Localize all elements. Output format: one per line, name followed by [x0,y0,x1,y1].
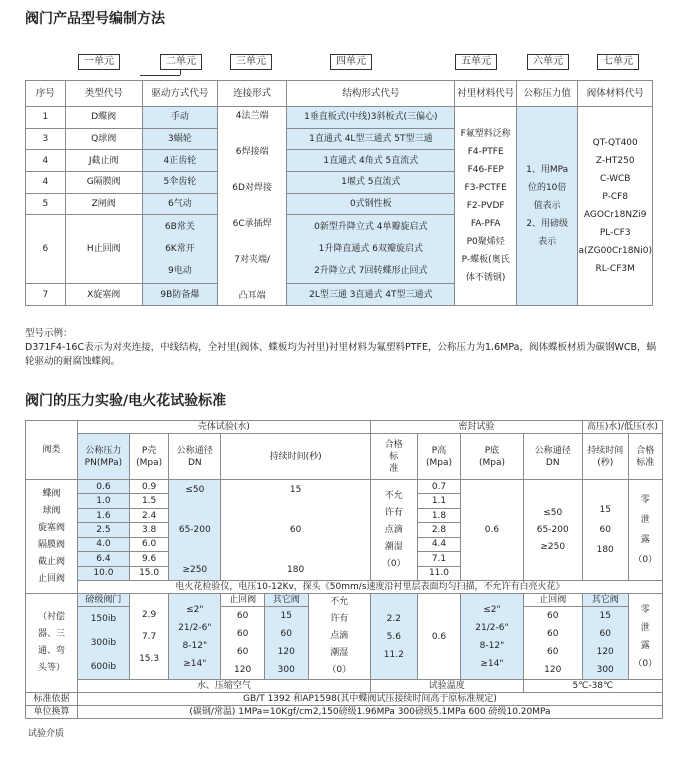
phigh-value: 7.1 [417,552,461,566]
pshell-value: 1.5 [129,494,168,508]
standard-header [370,434,417,480]
row-no: 7 [26,284,66,306]
dur-shell-item: 15 [289,485,302,495]
structure-item: 1升降直通式 6双瓣旋启式 [318,244,423,255]
lb-other: 120 [596,647,614,657]
row-drive: 5伞齿轮 [142,171,217,193]
header-connection: 连接形式 [217,81,286,107]
valve-type: 旋塞阀 [37,522,65,533]
row-drive: 3蜗轮 [142,128,217,150]
row-no: 3 [26,128,66,150]
nonleak-line: 许有 [384,507,403,518]
test-temp-label: 试验温度 [370,680,523,693]
nonleak-line: 不允 [330,597,349,607]
model-code-table [25,80,653,306]
dur-seal-item: 180 [596,545,614,555]
pshell-value: 15.0 [129,566,168,580]
pn-value: 1.0 [77,494,129,508]
pn-header-line: PN(MPa) [84,457,123,468]
duration2-header: 持续时间(秒) [582,434,628,480]
header-structure: 结构形式代号 [287,81,455,107]
lb-class: 150ib [90,614,117,624]
lb-check: 120 [544,665,562,675]
check-valve-header: 止回阀 [523,594,582,607]
valve-type: 止回阀 [37,573,65,584]
hl-test-header: 高压)水)/低压(水) [582,421,662,434]
plow-header-line: P底 [484,445,500,456]
lb-other: 120 [277,647,295,657]
row-structure [287,215,455,284]
lb-check: 120 [234,665,252,675]
zero-leak-line: 泄 [640,515,650,525]
lb-dn: 21/2-6" [475,622,509,633]
unit-1: 一单元 [78,54,120,70]
lining-item: F氟塑料泛称 [460,129,511,139]
row-no: 4 [26,150,66,172]
unit-5: 五单元 [455,54,497,70]
header-drive: 驱动方式代号 [142,81,217,107]
drive-item: 9电动 [168,266,192,277]
model-example [25,327,665,369]
drive-item: 6B常关 [164,222,195,233]
row-type: D蝶阀 [65,107,142,129]
zero-leak-line: 零 [640,495,650,505]
std2-header-line: 标准 [636,457,655,468]
valve-type: 截止阀 [37,556,65,567]
header-pressure: 公称压力值 [516,81,577,107]
std-header-line: 准 [389,463,399,474]
pshell-header [129,434,168,480]
header-no: 序号 [26,81,66,107]
std-header-line: 合格 [384,439,403,450]
nonleak-cell [370,480,417,581]
row-structure: 1堰式 5直流式 [287,171,455,193]
row-type: Q球阀 [65,128,142,150]
lb-pshell-cell [129,594,168,680]
unit-3: 三单元 [230,54,272,70]
lb-dn: ≥14" [183,658,207,669]
lb-check2-cell [523,607,582,680]
row-drive: 9B防备爆 [142,284,217,306]
pn-value: 2.5 [77,523,129,537]
nonleak-line: （0） [327,665,352,675]
lb-other: 60 [280,629,292,639]
header-body: 阀体材料代号 [578,81,653,107]
row-structure: 1直通式 4L型三通式 5T型三通 [287,128,455,150]
lb-other: 15 [280,611,292,621]
dur-seal-item: 60 [599,525,611,535]
foot-label-medium: 试验介质 [28,729,65,739]
plow-value: 0.6 [461,480,523,581]
pshell-value: 2.4 [129,508,168,522]
lb-check-cell [221,607,265,680]
row-structure: 2L型三通 3直通式 4T型三通式 [287,284,455,306]
pshell-header-line: P壳 [141,445,157,456]
pn-value: 6.4 [77,552,129,566]
pn-value: 10.0 [77,566,129,580]
unit-connector [140,75,180,76]
phigh-value: 0.7 [417,480,461,494]
lb-dn: 8-12" [182,640,208,651]
pn-header-line: 公称压力 [85,445,122,456]
example-label: 型号示例： [25,328,73,339]
lb-dn-cell [169,594,221,680]
row-structure: 0式钢性板 [287,193,455,215]
unit-4: 四单元 [330,54,372,70]
dn-seal-item: ≤50 [543,507,563,518]
zero-leak-line: 泄 [640,622,650,633]
nonleak-line: 潮湿 [330,648,349,658]
valve-note-line: 器、三 [37,629,65,639]
lb-other: 300 [277,665,295,675]
nonleak-line: 点滴 [384,524,403,535]
body-item: Z-HT250 [595,156,635,166]
lb-other: 300 [596,665,614,675]
lining-item: F46-FEP [467,165,504,175]
lining-item: F4-PTFE [467,147,504,157]
pshell-value: 9.6 [129,552,168,566]
zero-leak-line: 零 [640,604,650,615]
pressure-item: 表示 [538,237,557,247]
lb-phigh-cell [370,594,417,680]
nonleak-line: （0） [381,558,406,569]
lining-item: F2-PVDF [466,201,505,211]
zero-leak-line: 露 [640,535,650,545]
lining-item: F3-PCTFE [464,183,507,193]
pshell-value: 0.9 [129,480,168,494]
pressure-item: 2、用磅级 [526,219,569,229]
section1-title: 阀门产品型号编制方法 [25,11,165,27]
plow-header [461,434,523,480]
valve-note-line: 头等） [37,663,65,673]
plow-header-line: (Mpa) [478,457,505,468]
row-type: Z闸阀 [65,193,142,215]
dur-shell-item: 60 [289,525,302,535]
unit-7: 七单元 [597,54,639,70]
dn-seal-item: 65-200 [536,524,569,535]
phigh-value: 1.8 [417,508,461,522]
valve-type: 球阀 [42,505,61,516]
lb-check: 60 [236,611,249,621]
pn-value: 0.6 [77,480,129,494]
duration-header: 持续时间(秒) [221,434,371,480]
pressure-item: 位的10倍 [527,183,567,193]
body-item: AGOCr18NZi9 [583,210,647,220]
valve-type: 隔膜阀 [37,539,65,550]
phigh-value: 2.8 [417,523,461,537]
lb-class: 300ib [90,638,117,648]
lb-dn: 21/2-6" [178,622,212,633]
lb-check: 60 [547,611,559,621]
lb-check: 60 [547,647,559,657]
connection-item: 6焊接端 [235,147,269,157]
body-item: C-WCB [599,174,631,184]
row-type: G隔膜阀 [65,171,142,193]
other-valve-header: 其它阀 [264,594,308,607]
unit-6: 六单元 [527,54,569,70]
pshell-header-line: (Mpa) [136,457,163,468]
row-no: 1 [26,107,66,129]
lining-item: FA-PFA [470,219,501,229]
row-type: H止回阀 [65,215,142,284]
standard2-header [628,434,662,480]
test-temp: 5℃-38℃ [523,680,662,693]
row-no: 4 [26,171,66,193]
connection-item: 凸耳端 [238,291,266,301]
zero-leak-line: 露 [640,640,650,651]
lb-check: 60 [236,629,249,639]
lb-classes-cell [77,607,129,680]
dn-shell-item: ≤50 [185,485,205,495]
lb-pshell: 15.3 [139,653,160,664]
lb-class: 600ib [90,662,117,672]
body-item: P-CF8 [602,192,629,202]
unit-conversion: (碳钢/常温) 1MPa=10Kgf/cm2,150磅级1.96MPa 300磅级5.1MPa 600 磅级10.20MPa [77,706,662,719]
structure-item: 0新型升降立式 4单瓣旋启式 [314,222,428,233]
dn2-header-line: 公称通径 [534,445,571,456]
lining-cell [455,107,517,306]
foot-label-conv: 单位换算 [26,706,78,719]
dn-header-line: 公称通径 [176,445,213,456]
connection-item: 6C承插焊 [232,219,272,229]
phigh-header-line: P高 [431,445,447,456]
nonleak-line: 潮湿 [384,541,403,552]
body-cell [578,107,653,306]
dn-header-line: DN [187,457,202,468]
nonleak-line: 不允 [384,490,403,501]
header-lining: 衬里材料代号 [455,81,517,107]
std2-header-line: 合格 [636,445,655,456]
lb-dn: ≤2" [186,604,204,615]
section2-title: 阀门的压力实验/电火花试验标准 [25,393,227,409]
body-item: RL-CF3M [595,264,635,274]
nonleak-line: 点滴 [330,631,349,641]
body-item: QT-QT400 [592,138,638,148]
row-drive [142,215,217,284]
dn-seal-item: ≥250 [540,541,566,552]
dur-seal-item: 15 [599,505,611,515]
lb-plow: 0.6 [417,594,461,680]
standard-basis: GB/T 1392 和AP1598(其中蝶阀试压接续时间高于原标准规定) [77,693,662,706]
dn2-header [523,434,582,480]
zero-leak-line: （0） [633,658,658,669]
lb-nonleak-cell [308,594,370,680]
valve-type: 蝶阀 [42,488,61,499]
lb-zero-cell [628,594,662,680]
other-valve-header: 其它阀 [582,594,628,607]
dn2-header-line: DN [545,457,560,468]
connection-cell [217,107,286,306]
connection-item: 7对夹端/ [234,255,270,265]
pressure-test-table [25,420,663,719]
lb-phigh: 5.6 [386,631,401,642]
lb-check: 60 [236,647,249,657]
lb-dn: ≤2" [483,604,501,615]
lb-other-cell [264,607,308,680]
row-drive: 4正齿轮 [142,150,217,172]
zero-leak-cell [628,480,662,581]
lb-dn: ≥14" [480,658,504,669]
example-text: D371F4-16C表示为对夹连接，中线结构，全衬里(阀体、蝶板均为衬里)衬里材料为氟塑料PTFE，公称压力为1.6MPa，阀体蝶板材质为碳钢WCB，蜗轮驱动的耐腐蚀蝶阀。 [25,342,656,367]
lb-other: 15 [599,611,611,621]
lb-phigh: 2.2 [386,613,401,624]
body-item: PL-CF3 [599,228,631,238]
pressure-cell [516,107,577,306]
pn-header [77,434,129,480]
lb-dn2-cell [461,594,523,680]
phigh-value: 11.0 [417,566,461,580]
nonleak-line: 许有 [330,614,349,624]
phigh-header [417,434,461,480]
lb-phigh: 11.2 [383,649,404,660]
lb-pshell: 7.7 [141,631,157,642]
dur-seal-cell [582,480,628,581]
valve-note-cell [26,594,78,693]
check-valve-header: 止回阀 [221,594,265,607]
valve-note-line: 通、弯 [37,646,65,656]
structure-item: 2升降立式 7回转蝶形止回式 [314,266,428,277]
valve-types-cell [26,480,78,594]
row-structure: 1直通式 4角式 5直流式 [287,150,455,172]
lb-pshell: 2.9 [141,609,157,620]
drive-item: 6K常开 [165,244,195,255]
dn-shell-cell [169,480,221,581]
header-type: 类型代号 [65,81,142,107]
row-no: 6 [26,215,66,284]
foot-label-std: 标准依据 [26,693,78,706]
unit-2: 二单元 [160,54,202,70]
lining-item: 体不锈钢) [465,273,506,283]
row-no: 5 [26,193,66,215]
pshell-value: 6.0 [129,537,168,551]
lb-dn: 8-12" [479,640,505,651]
phigh-value: 4.4 [417,537,461,551]
std-header-line: 标 [389,451,399,462]
dn-seal-cell [523,480,582,581]
lining-item: P0聚烯烃 [466,237,505,247]
shell-test-header: 壳体试验(水) [77,421,370,434]
row-type: X旋塞阀 [65,284,142,306]
phigh-header-line: (Mpa) [425,457,452,468]
lb-other2-cell [582,607,628,680]
connection-item: 6D对焊接 [232,183,272,193]
valve-note-line: （衬偿 [37,612,65,622]
lb-check: 60 [547,629,559,639]
pressure-item: 值表示 [533,201,561,211]
unit-connector [180,69,181,75]
pn-value: 1.6 [77,508,129,522]
dur-shell-item: 180 [287,565,305,575]
valve-class-header: 阀类 [26,421,78,480]
zero-leak-line: （0） [633,555,658,565]
seal-test-header: 密封试验 [370,421,582,434]
row-structure: 1垂直板式(中线)3斜板式(三偏心) [287,107,455,129]
pressure-item: 1、用MPa [526,165,569,175]
body-item: a(ZG00Cr18Ni0) [578,246,652,256]
connection-item: 4法兰端 [235,111,269,121]
dn-shell-item: ≥250 [182,565,208,575]
dur-shell-cell [221,480,371,581]
dn-header [169,434,221,480]
test-medium: 水、压缩空气 [77,680,370,693]
row-drive: 6气动 [142,193,217,215]
phigh-value: 1.1 [417,494,461,508]
row-drive: 手动 [142,107,217,129]
spark-test-note: 电火花检验仪，电压10-12Kv，探头《50mm/s速度沿衬里层表面均匀扫描，不允许有白亮火花》 [77,581,662,594]
lb-header: 磅级阀门 [77,594,129,607]
lb-other: 60 [599,629,611,639]
pshell-value: 3.8 [129,523,168,537]
lining-item: P-蝶板(奥氏 [461,255,510,265]
dn-shell-item: 65-200 [178,525,211,535]
pn-value: 4.0 [77,537,129,551]
row-type: J截止阀 [65,150,142,172]
